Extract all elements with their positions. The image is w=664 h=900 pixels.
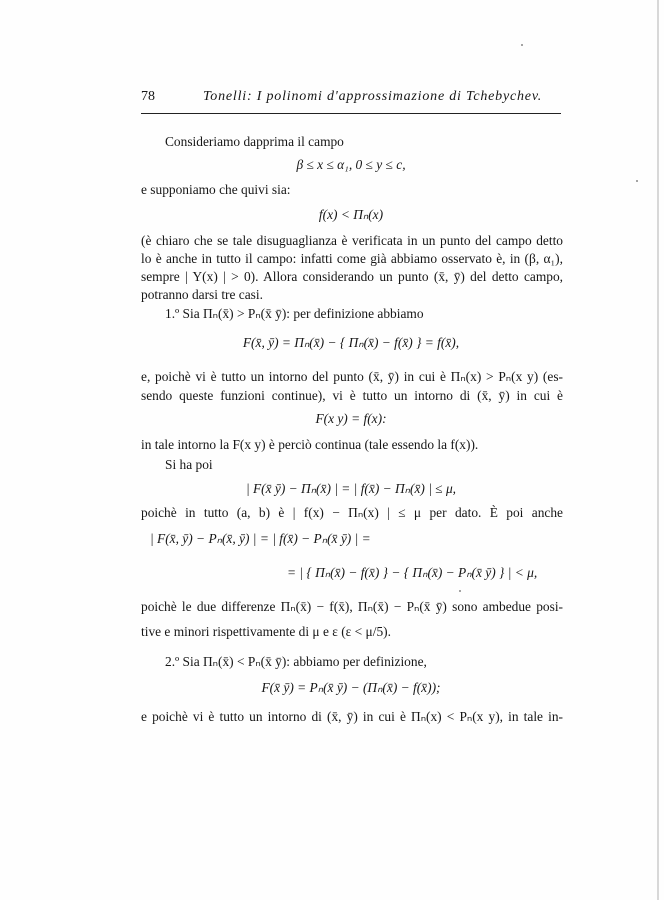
- paragraph-line: sendo queste funzioni continue), vi è tutto un intorno di (x̄, ȳ) in cui è: [141, 388, 563, 403]
- equation-line: | F(x̄ ȳ) − Πₙ(x̄) | = | f(x̄) − Πₙ(x̄) | ≤ μ,: [245, 481, 457, 496]
- paragraph-line: tive e minori rispettivamente di μ e ε (ε < μ/5).: [141, 624, 391, 639]
- page-header: [141, 89, 560, 109]
- equation-line: F(x y) = f(x):: [315, 411, 387, 426]
- page-edge-line: [657, 0, 659, 900]
- paper-speck: [636, 180, 638, 182]
- paragraph-line: 1.º Sia Πₙ(x̄) > Pₙ(x̄ ȳ): per definizione abbiamo: [165, 306, 424, 321]
- equation-line: F(x̄ ȳ) = Pₙ(x̄ ȳ) − (Πₙ(x̄) − f(x̄));: [261, 680, 441, 695]
- paragraph-line: e supponiamo che quivi sia:: [141, 182, 291, 197]
- paragraph-line: in tale intorno la F(x y) è perciò continua (tale essendo la f(x)).: [141, 437, 479, 452]
- equation-line: f(x) < Πₙ(x): [318, 207, 384, 222]
- paragraph-line: e, poichè vi è tutto un intorno del punto (x̄, ȳ) in cui è Πₙ(x) > Pₙ(x y) (es-: [141, 369, 563, 384]
- equation-line: | F(x̄, ȳ) − Pₙ(x̄, ȳ) | = | f(x̄) − Pₙ(x̄ ȳ) | =: [150, 531, 371, 546]
- paragraph-line: e poichè vi è tutto un intorno di (x̄, ȳ) in cui è Πₙ(x) < Pₙ(x y), in tale in-: [141, 709, 563, 724]
- equation-line: = | { Πₙ(x̄) − f(x̄) } − { Πₙ(x̄) − Pₙ(x̄ ȳ) } | < μ,: [287, 565, 538, 580]
- paragraph-line: sempre | Y(x) | > 0). Allora considerando un punto (x̄, ȳ) del detto campo,: [141, 269, 563, 284]
- header-rule: [141, 113, 561, 114]
- page-number: 78: [141, 89, 155, 104]
- paragraph-line: (è chiaro che se tale disuguaglianza è verificata in un punto del campo detto: [141, 233, 563, 248]
- equation-line: F(x̄, ȳ) = Πₙ(x̄) − { Πₙ(x̄) − f(x̄) } = f(x̄),: [242, 335, 460, 350]
- paragraph-line: 2.º Sia Πₙ(x̄) < Pₙ(x̄ ȳ): abbiamo per definizione,: [165, 654, 427, 669]
- paragraph-line: Si ha poi: [165, 457, 213, 472]
- paper-speck: [459, 590, 461, 592]
- paragraph-line: potranno darsi tre casi.: [141, 287, 263, 302]
- paragraph-line: poichè le due differenze Πₙ(x̄) − f(x̄), Πₙ(x̄) − Pₙ(x̄ ȳ) sono ambedue posi-: [141, 599, 563, 614]
- running-title: Tonelli: I polinomi d'approssimazione di Tchebychev.: [203, 89, 543, 104]
- paper-speck: [521, 44, 523, 46]
- equation-line: β ≤ x ≤ α₁, 0 ≤ y ≤ c,: [296, 157, 406, 172]
- paragraph-line: lo è anche in tutto il campo: infatti come già abbiamo osservato è, in (β, α₁),: [141, 251, 563, 266]
- paragraph-line: Consideriamo dapprima il campo: [165, 134, 344, 149]
- paragraph-line: poichè in tutto (a, b) è | f(x) − Πₙ(x) | ≤ μ per dato. È poi anche: [141, 505, 563, 520]
